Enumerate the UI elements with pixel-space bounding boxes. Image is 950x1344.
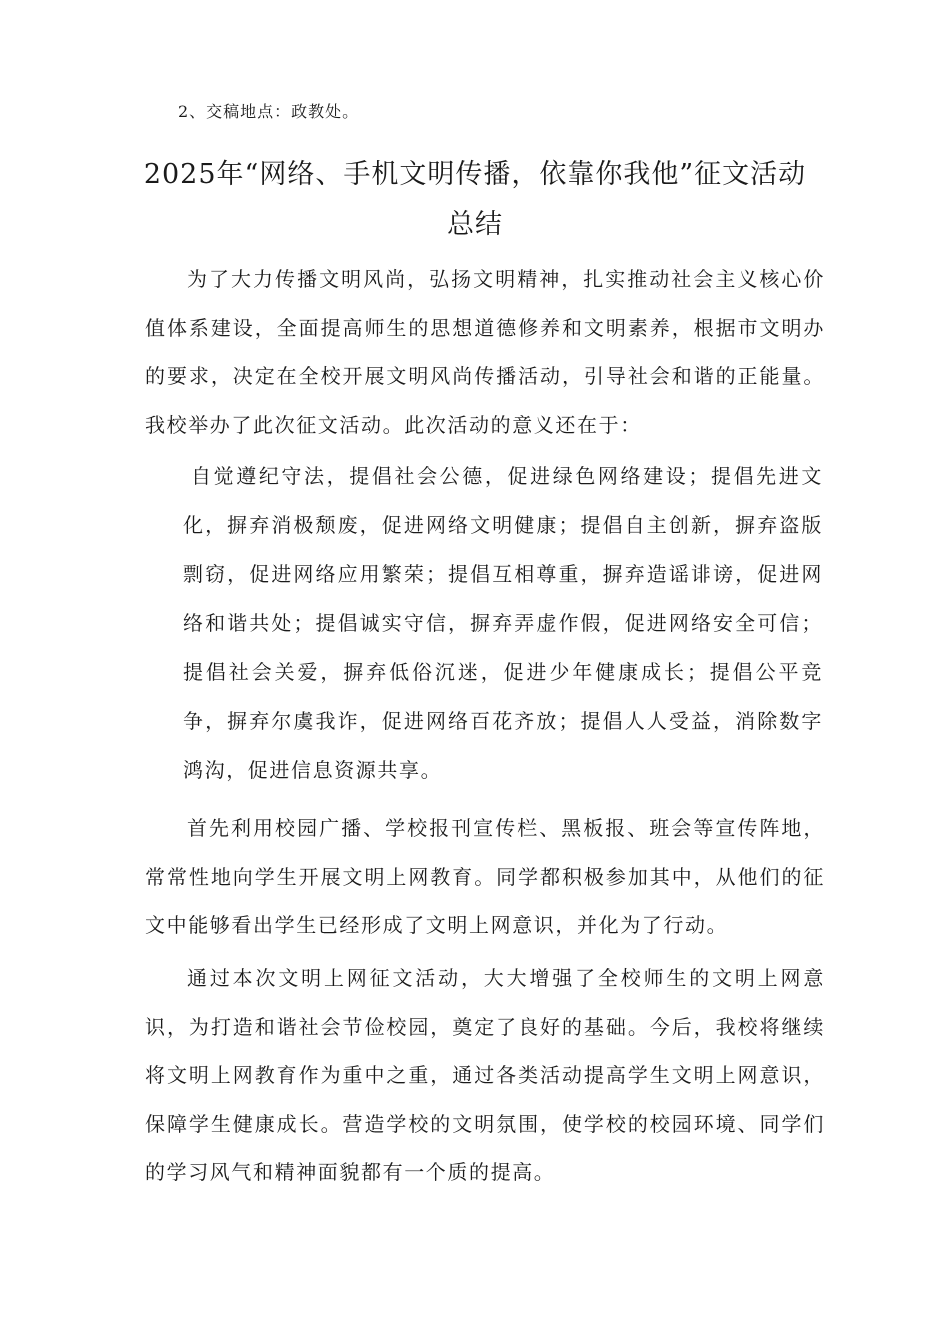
- activities-paragraph: 首先利用校园广播、学校报刊宣传栏、黑板报、班会等宣传阵地，常常性地向学生开展文明上网教育。同学都积极参加其中，从他们的征文中能够看出学生已经形成了文明上网意识，并化为了行动。: [145, 816, 825, 937]
- title-line-1: 2025年“网络、手机文明传播，依靠你我他”征文活动: [143, 159, 807, 190]
- conclusion-paragraph: 通过本次文明上网征文活动，大大增强了全校师生的文明上网意识，为打造和谐社会节俭校园，奠定了良好的基础。今后，我校将继续将文明上网教育作为重中之重，通过各类活动提高学生文明上网意识，保障学生健康成长。营造学校的文明氛围，使学校的校园环境、同学们的学习风气和精神面貌都有一个质的提高。: [145, 966, 825, 1184]
- intro-paragraph: 为了大力传播文明风尚，弘扬文明精神，扎实推动社会主义核心价值体系建设，全面提高师生的思想道德修养和文明素养，根据市文明办的要求，决定在全校开展文明风尚传播活动，引导社会和谐的正能量。我校举办了此次征文活动。此次活动的意义还在于：: [145, 267, 825, 437]
- submission-location-note: 2、交稿地点：政教处。: [178, 102, 360, 121]
- principles-paragraph: 自觉遵纪守法，提倡社会公德，促进绿色网络建设；提倡先进文化，摒弃消极颓废，促进网络文明健康；提倡自主创新，摒弃盗版剽窃，促进网络应用繁荣；提倡互相尊重，摒弃造谣诽谤，促进网络和谐共处；提倡诚实守信，摒弃弄虚作假，促进网络安全可信；提倡社会关爱，摒弃低俗沉迷，促进少年健康成长；提倡公平竞争，摒弃尔虞我诈，促进网络百花齐放；提倡人人受益，消除数字鸿沟，促进信息资源共享。: [183, 464, 823, 782]
- title-line-2: 总结: [447, 209, 503, 240]
- document-title: [120, 150, 830, 250]
